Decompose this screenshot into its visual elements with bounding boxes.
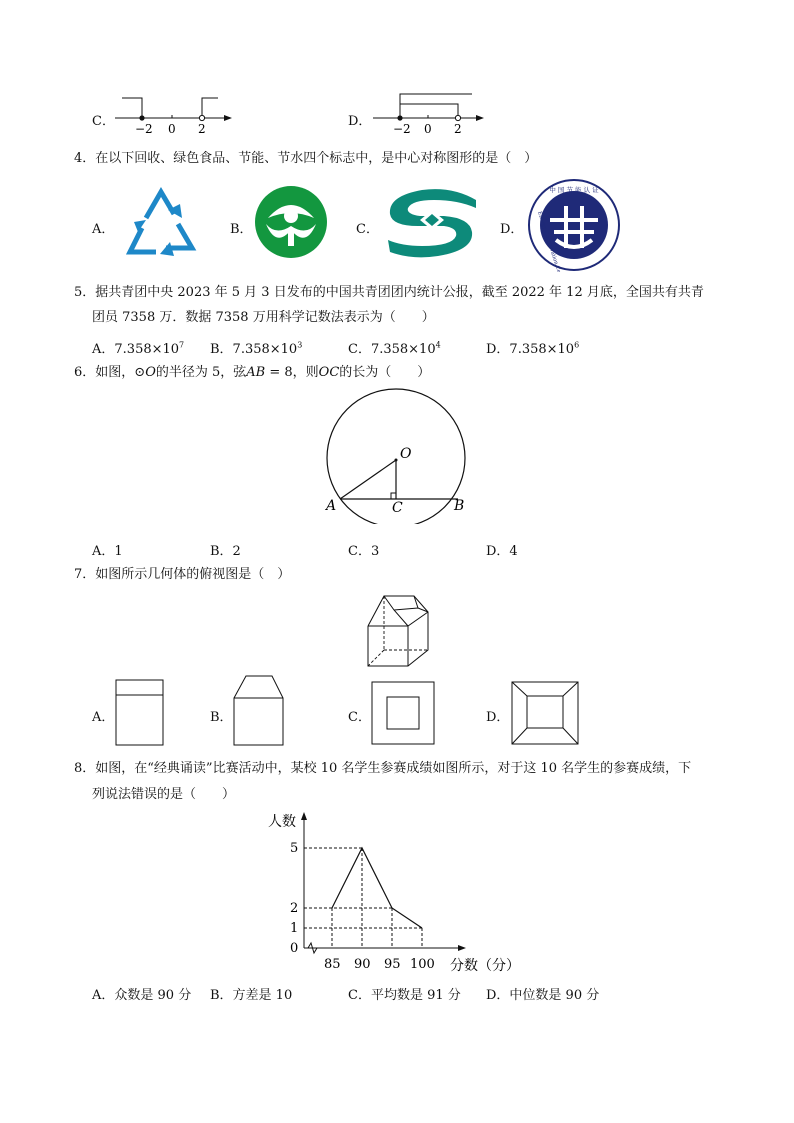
recycle-icon (116, 180, 206, 268)
q5-stem-line1: 5．据共青团中央 2023 年 5 月 3 日发布的中国共青团团内统计公报，截至 2022 年 12 月底，全国共有共青 (74, 285, 704, 300)
y-axis-arrow (301, 812, 307, 820)
tick-label: 2 (454, 122, 462, 136)
point-b-label: B (454, 498, 465, 514)
tick-label: 0 (168, 122, 176, 136)
q8-option-c: C．平均数是 91 分 (348, 988, 461, 1003)
q8-option-b: B．方差是 10 (210, 988, 293, 1003)
q5-option-c: C．$7.358\times 10^4$ (348, 340, 441, 357)
q7-option-b-label: B． (210, 710, 233, 725)
circle-symbol: ⊙ (134, 365, 146, 380)
y-tick-label: 5 (290, 841, 299, 856)
seal-top-text: 中 国 节 能 认 证 (549, 186, 599, 194)
x-tick-label: 90 (354, 957, 371, 972)
tick-label: −2 (393, 122, 411, 136)
q7-option-c-figure (370, 680, 436, 746)
q4-stem: 4．在以下回收、绿色食品、节能、节水四个标志中，是中心对称图形的是（ ） (74, 151, 538, 166)
q8-option-a: A．众数是 90 分 (92, 988, 192, 1003)
green-food-icon (254, 184, 328, 260)
q5-option-b: B．$7.358\times 10^3$ (210, 340, 303, 357)
energy-saving-icon (526, 178, 622, 272)
q8-stem-line2: 列说法错误的是（ ） (92, 787, 236, 802)
q4-option-c-label: C． (356, 222, 379, 237)
y-tick-label: 0 (290, 941, 299, 956)
q7-option-d-label: D． (486, 710, 510, 725)
q7-stem: 7．如图所示几何体的俯视图是（ ） (74, 567, 291, 582)
q7-option-b-figure (232, 674, 286, 748)
q7-option-a-label: A． (92, 710, 115, 725)
x-tick-label: 85 (324, 957, 341, 972)
y-axis-title: 人数 (268, 814, 296, 830)
q7-solid-figure (360, 590, 436, 670)
q4-option-d-label: D． (500, 222, 524, 237)
y-tick-label: 2 (290, 901, 299, 916)
q5-option-a: A．$7.358\times 10^7$ (92, 340, 185, 357)
x-tick-label: 95 (384, 957, 401, 972)
series-line (332, 848, 422, 928)
q3-option-d-label: D． (348, 114, 372, 129)
x-tick-label: 100 (410, 957, 435, 972)
q3-number-line-d (368, 88, 492, 138)
q6-option-a: A．1 (92, 544, 123, 559)
q3-number-line-c (110, 92, 240, 138)
q6-option-d: D．4 (486, 544, 518, 559)
seal-ring-text: Energy Conservation (536, 210, 559, 266)
q5-option-d: D．$7.358\times 10^6$ (486, 340, 580, 357)
x-axis-title: 分数（分） (450, 958, 520, 974)
q7-option-a-figure (114, 678, 166, 748)
point-o-label: O (400, 446, 412, 462)
q7-option-c-label: C． (348, 710, 371, 725)
q6-option-c: C．3 (348, 544, 380, 559)
tick-label: 0 (424, 122, 432, 136)
point-a-label: A (326, 498, 337, 514)
water-saving-icon (382, 186, 480, 260)
q8-stem-line1: 8．如图，在“经典诵读”比赛活动中，某校 10 名学生参赛成绩如图所示，对于这 10 名学生的参赛成绩，下 (74, 761, 692, 776)
tick-label: −2 (135, 122, 153, 136)
q8-option-d: D．中位数是 90 分 (486, 988, 600, 1003)
q4-option-a-label: A． (92, 222, 115, 237)
q4-option-b-label: B． (230, 222, 253, 237)
tick-label: 2 (198, 122, 206, 136)
q8-line-chart (264, 806, 534, 976)
y-tick-label: 1 (290, 921, 299, 936)
q3-option-c-label: C． (92, 114, 115, 129)
q6-option-b: B．2 (210, 544, 241, 559)
point-c-label: C (392, 500, 403, 516)
q6-circle-figure (320, 388, 480, 524)
q5-stem-line2: 团员 7358 万．数据 7358 万用科学记数法表示为（ ） (92, 310, 435, 325)
x-axis-arrow (458, 945, 466, 951)
q6-stem: 6．如图，⊙O的半径为 5，弦AB = 8，则OC的长为（ ） (74, 365, 431, 380)
q7-option-d-figure (510, 680, 580, 746)
